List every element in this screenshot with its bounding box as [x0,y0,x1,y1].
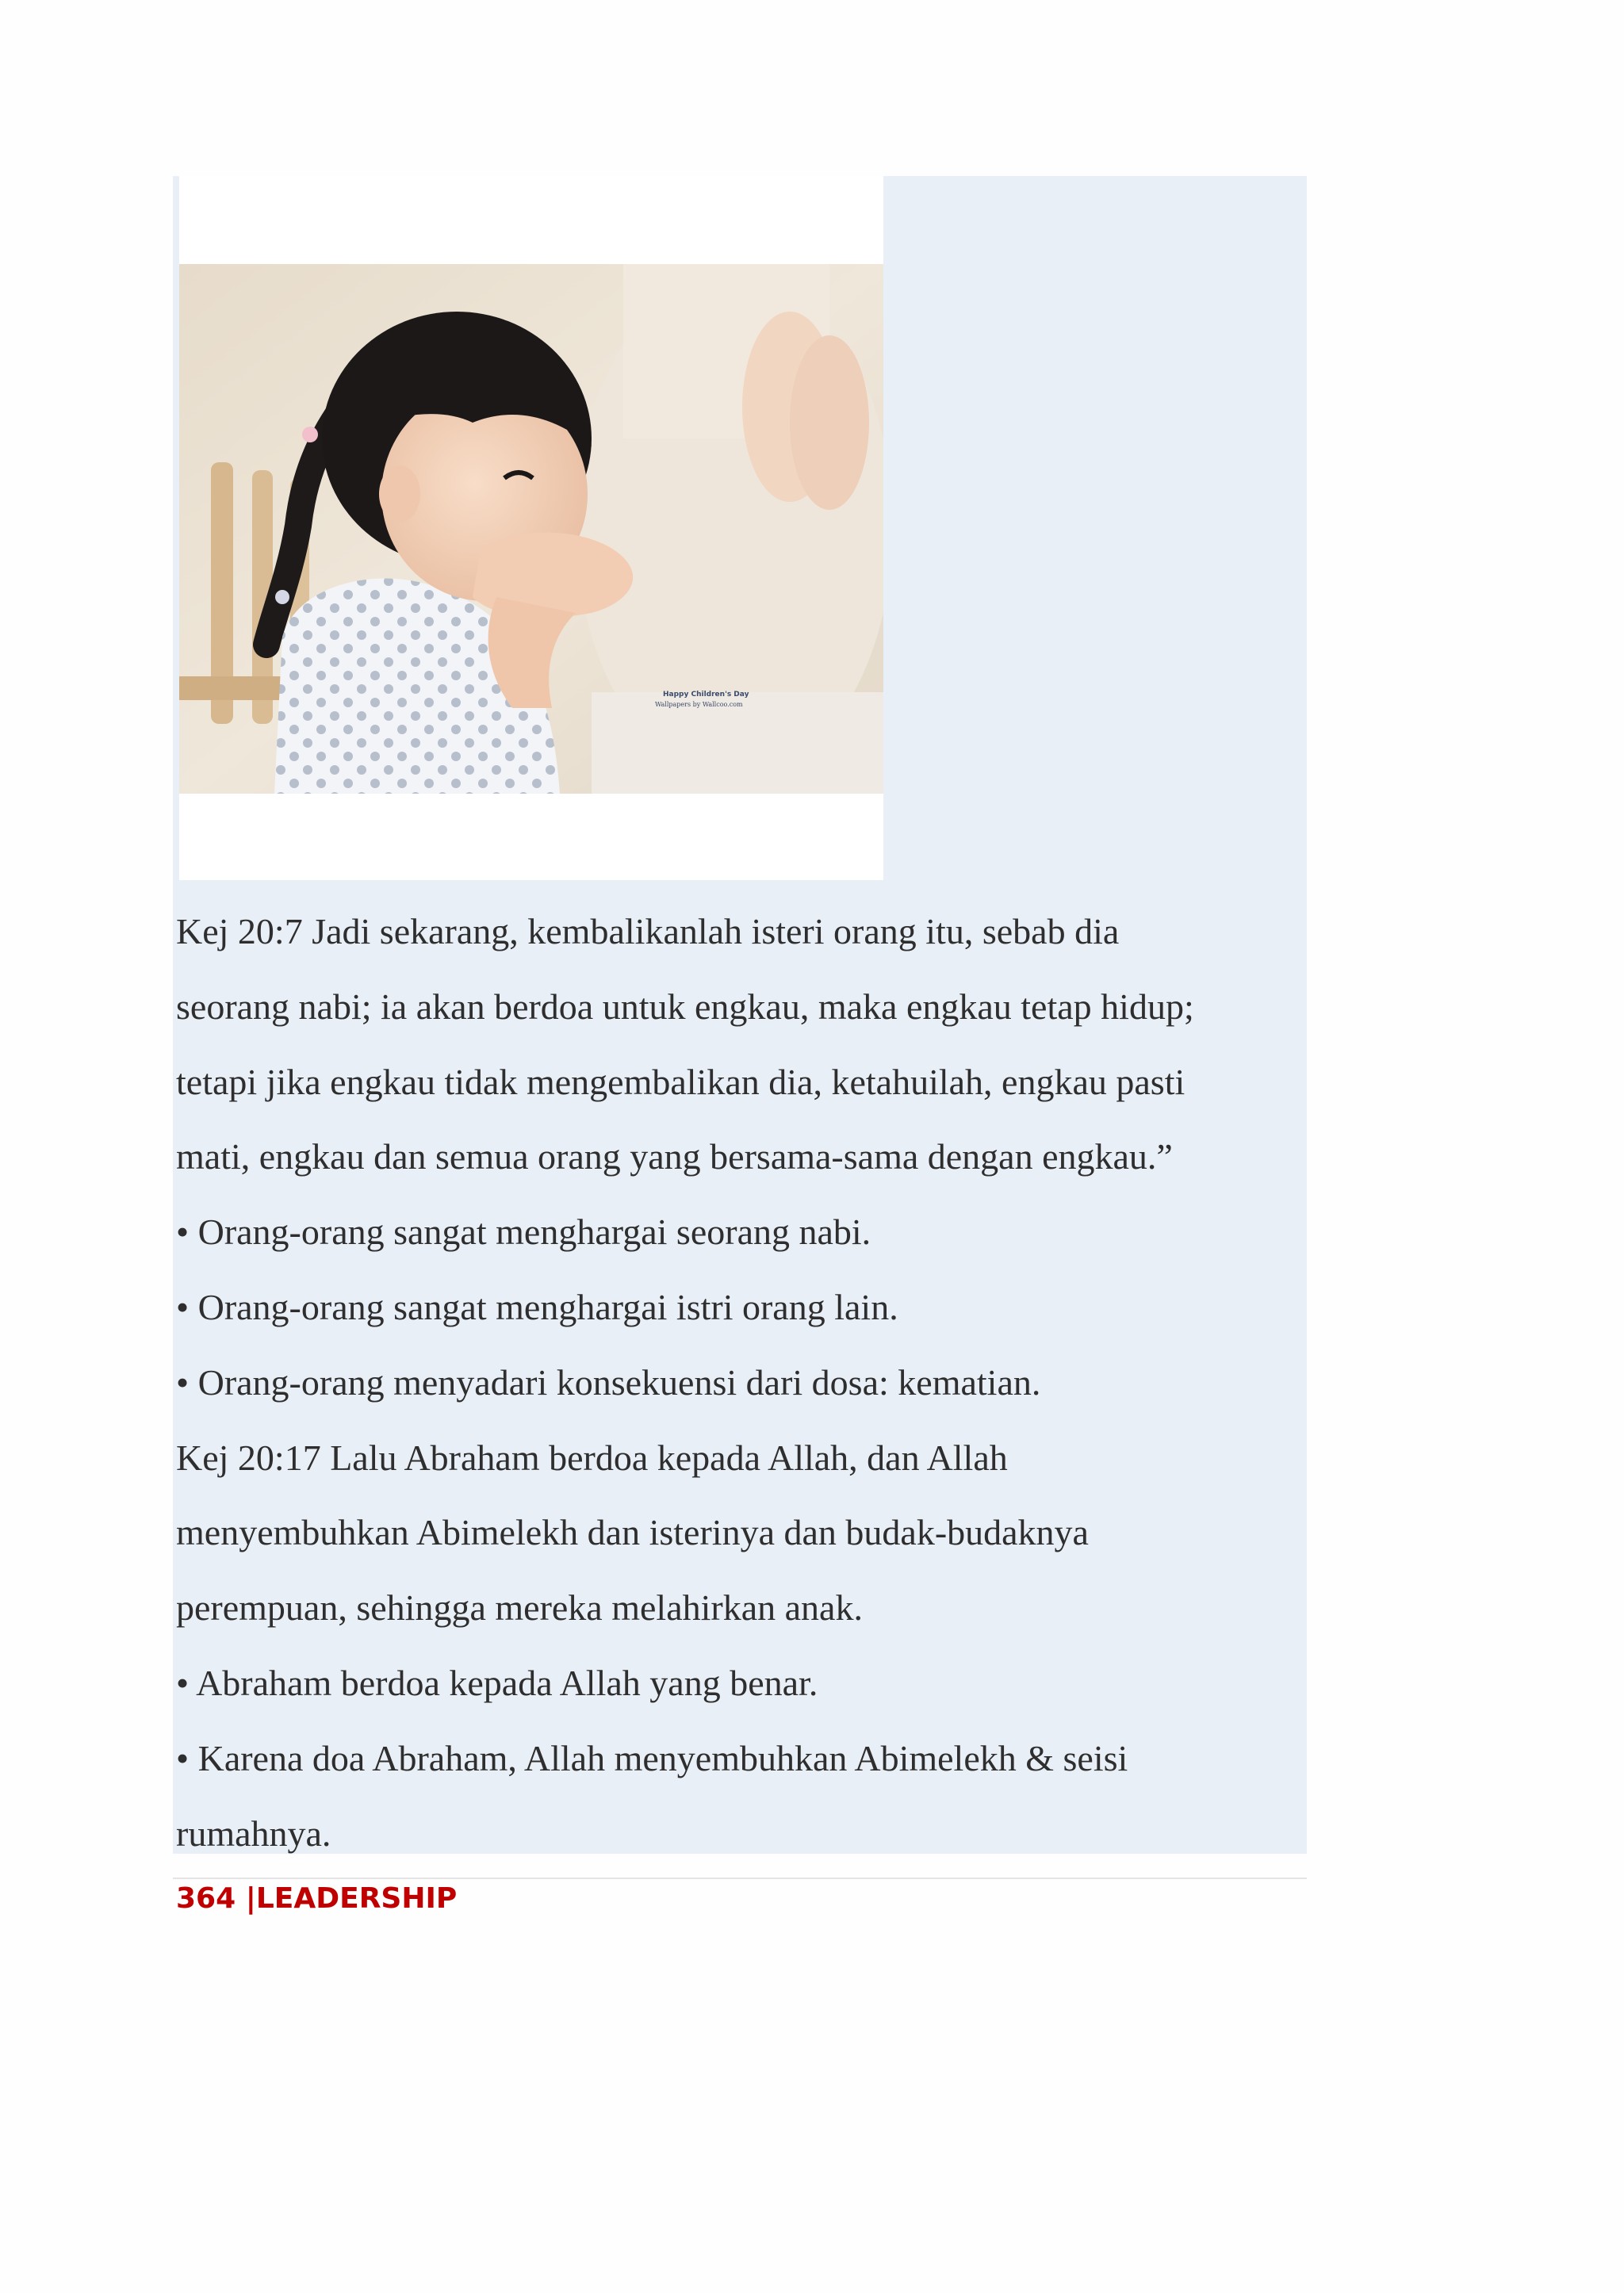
body-text [176,894,1302,1871]
verse-line: seorang nabi; ia akan berdoa untuk engkau, maka engkau tetap hidup; [176,986,1194,1027]
page-number: 364 [176,1882,236,1915]
verse-line: Kej 20:17 Lalu Abraham berdoa kepada Allah, dan Allah [176,1437,1008,1478]
bullet-point: • Orang-orang sangat menghargai istri orang lain. [176,1286,898,1327]
verse-line: menyembuhkan Abimelekh dan isterinya dan budak-budaknya [176,1512,1089,1553]
footer-divider [173,1878,1307,1879]
watermark-line-2: Wallpapers by Wallcoo.com [655,701,743,708]
bullet-point: • Karena doa Abraham, Allah menyembuhkan Abimelekh & seisi [176,1737,1128,1778]
bullet-continuation: rumahnya. [176,1813,331,1854]
praying-child-photo [179,264,883,794]
verse-line: mati, engkau dan semua orang yang bersama-sama dengan engkau.” [176,1136,1173,1177]
bullet-point: • Orang-orang sangat menghargai seorang nabi. [176,1212,871,1253]
page-footer [176,1882,457,1915]
verse-line: tetapi jika engkau tidak mengembalikan dia, ketahuilah, engkau pasti [176,1061,1185,1102]
watermark-line-1: Happy Children's Day [663,691,749,699]
verse-line: Kej 20:7 Jadi sekarang, kembalikanlah isteri orang itu, sebab dia [176,911,1120,951]
footer-separator: | [236,1882,256,1915]
bullet-point: • Abraham berdoa kepada Allah yang benar. [176,1662,818,1703]
running-title: LEADERSHIP [255,1882,458,1915]
verse-line: perempuan, sehingga mereka melahirkan anak. [176,1587,863,1629]
bullet-point: • Orang-orang menyadari konsekuensi dari dosa: kematian. [176,1361,1041,1403]
